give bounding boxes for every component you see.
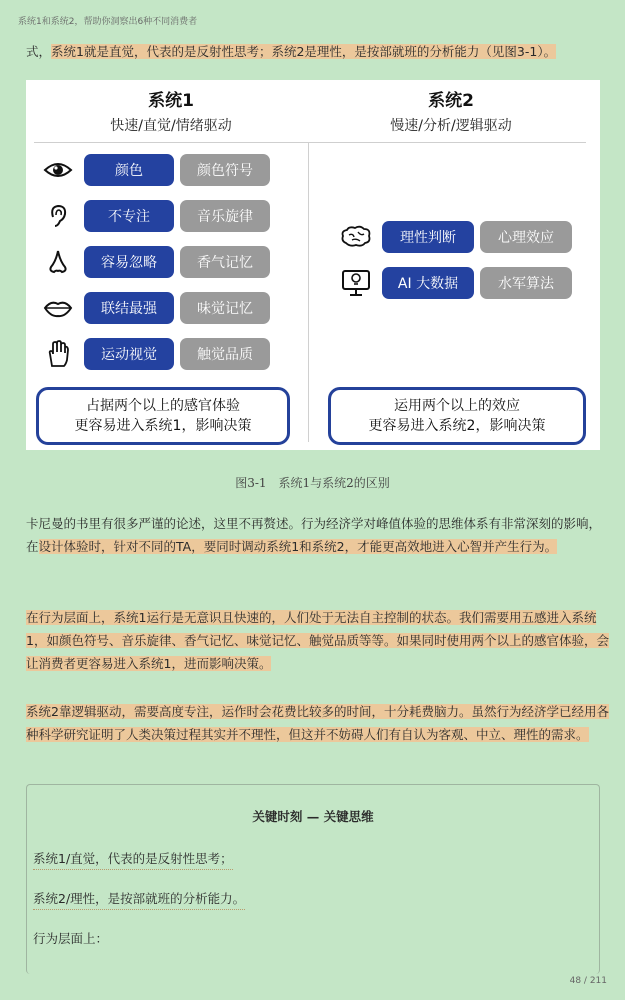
system1-row-4 (38, 338, 270, 370)
figure-divider-horizontal (34, 142, 586, 143)
system2-subtitle: 慢速/分析/逻辑驱动 (390, 118, 512, 134)
pill-blue: 联结最强 (84, 292, 174, 324)
pill-blue: 颜色 (84, 154, 174, 186)
system2-note (328, 387, 586, 445)
paragraph-1-part-a: 卡尼曼的书里有很多严谨的论述，这里不再赘述。行为经济学对峰值体验的思维体系有非常深刻的影响，在 (26, 516, 602, 554)
pill-blue: AI 大数据 (382, 267, 474, 299)
system2-note-line2: 更容易进入系统2，影响决策 (368, 418, 546, 434)
key-box-line-3: 行为层面上： (33, 931, 109, 946)
pill-gray: 水军算法 (480, 267, 572, 299)
pill-blue: 运动视觉 (84, 338, 174, 370)
running-header: 系统1和系统2，帮助你洞察出6种不同消费者 (18, 17, 198, 27)
hand-icon (38, 339, 78, 369)
eye-icon (38, 155, 78, 185)
figure-divider-vertical (308, 142, 309, 442)
pill-gray: 味觉记忆 (180, 292, 270, 324)
paragraph-1-highlight: 设计体验时，针对不同的TA，要同时调动系统1和系统2，才能更高效地进入心智并产生行为。 (38, 539, 558, 554)
paragraph-3 (26, 700, 611, 746)
intro-prefix: 式， (26, 44, 52, 59)
figure-caption: 图3-1 系统1与系统2的区别 (235, 476, 390, 490)
pill-gray: 心理效应 (480, 221, 572, 253)
system1-row-3 (38, 292, 270, 324)
lips-icon (38, 293, 78, 323)
system1-title: 系统1 (148, 91, 194, 111)
key-box-line-1: 系统1/直觉，代表的是反射性思考； (33, 849, 233, 870)
pill-blue: 理性判断 (382, 221, 474, 253)
pill-blue: 容易忽略 (84, 246, 174, 278)
pill-gray: 音乐旋律 (180, 200, 270, 232)
page-number: 48 / 211 (569, 976, 607, 986)
intro-highlight: 系统1就是直觉，代表的是反射性思考；系统2是理性，是按部就班的分析能力（见图3-1）。 (51, 44, 557, 59)
monitor-bulb-icon (336, 268, 376, 298)
intro-paragraph (26, 42, 611, 62)
pill-gray: 触觉品质 (180, 338, 270, 370)
paragraph-3-text: 系统2靠逻辑驱动，需要高度专注，运作时会花费比较多的时间，十分耗费脑力。虽然行为经济学已经用各种科学研究证明了人类决策过程其实并不理性，但这并不妨碍人们有自认为客观、中立、理性的需求。 (26, 704, 609, 742)
system1-row-2 (38, 246, 270, 278)
paragraph-1 (26, 512, 611, 558)
paragraph-2 (26, 606, 611, 675)
key-moment-box (26, 784, 600, 974)
system2-title: 系统2 (428, 91, 474, 111)
figure-3-1 (26, 80, 600, 450)
pill-gray: 香气记忆 (180, 246, 270, 278)
system1-note (36, 387, 290, 445)
system2-row-0 (336, 221, 572, 253)
paragraph-2-text: 在行为层面上，系统1运行是无意识且快速的，人们处于无法自主控制的状态。我们需要用五感进入系统1，如颜色符号、音乐旋律、香气记忆、味觉记忆、触觉品质等等。如果同时使用两个以上的感官体验，会让消费者更容易进入系统1，进而影响决策。 (26, 610, 609, 671)
pill-blue: 不专注 (84, 200, 174, 232)
system2-note-line1: 运用两个以上的效应 (394, 398, 520, 414)
nose-icon (38, 247, 78, 277)
system2-row-1 (336, 267, 572, 299)
ear-icon (38, 201, 78, 231)
brain-icon (336, 222, 376, 252)
system1-row-1 (38, 200, 270, 232)
system1-note-line2: 更容易进入系统1，影响决策 (74, 418, 252, 434)
key-box-line-2: 系统2/理性，是按部就班的分析能力。 (33, 889, 245, 910)
system1-note-line1: 占据两个以上的感官体验 (86, 398, 240, 414)
system1-row-0 (38, 154, 270, 186)
key-box-title: 关键时刻 — 关键思维 (252, 809, 374, 824)
pill-gray: 颜色符号 (180, 154, 270, 186)
system1-subtitle: 快速/直觉/情绪驱动 (110, 118, 232, 134)
